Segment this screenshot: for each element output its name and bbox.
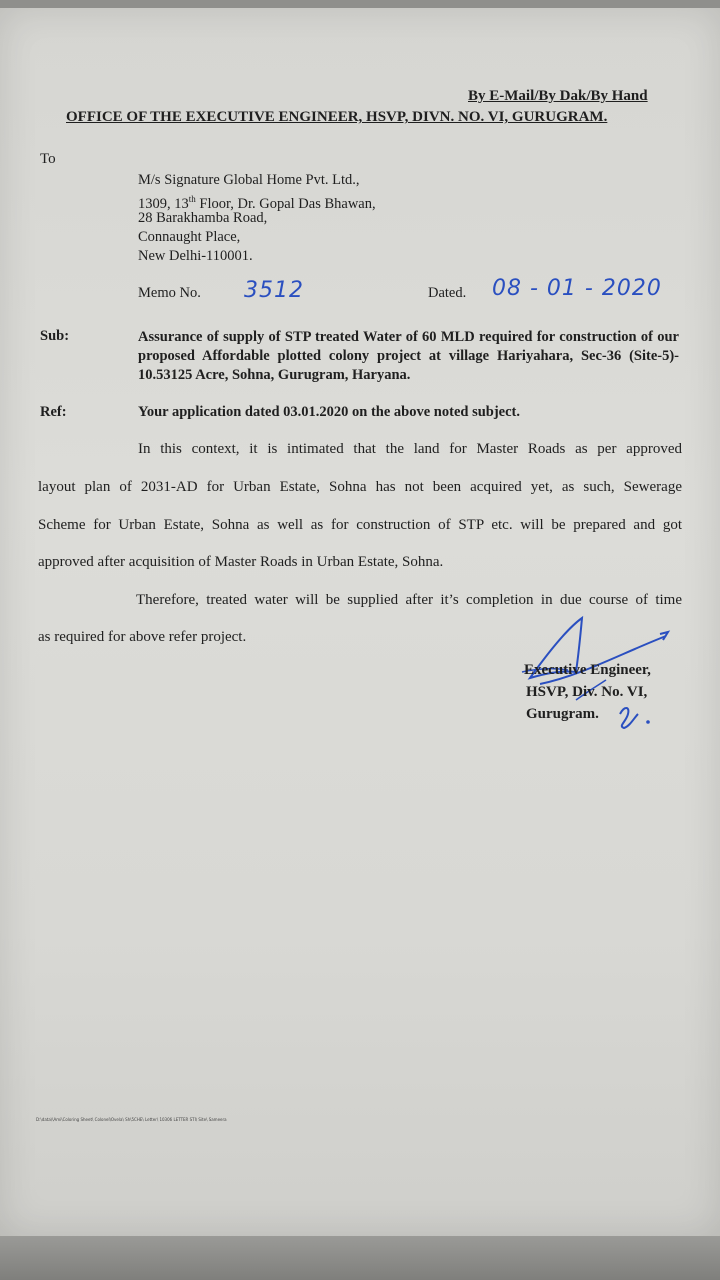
subject-text: Assurance of supply of STP treated Water of 60 MLD required for construction of our proposed Affordable plotted colony project at village Hariyahara, Sec-36 (Site-5)- 10.53125 Acre, Sohna, Gurugram, Haryana. [138,329,679,383]
to-label: To [40,151,56,167]
address-line-3: 28 Barakhamba Road, [138,210,268,226]
address-line-1: M/s Signature Global Home Pvt. Ltd., [138,172,360,188]
body-p1-line-2: layout plan of 2031-AD for Urban Estate, Sohna has not been acquired yet, as such, Sewerage [38,479,682,495]
signatory-place: Gurugram. [526,706,599,722]
subject-label: Sub: [40,328,70,344]
signatory-office: HSVP, Div. No. VI, [526,684,648,700]
memo-date-handwritten: 08 - 01 - 2020 [492,276,662,301]
reference-text: Your application dated 03.01.2020 on the above noted subject. [138,404,520,420]
letter-page [0,8,720,1236]
body-p1-line-3: Scheme for Urban Estate, Sohna as well as for construction of STP etc. will be prepared and got [38,517,682,533]
footer-file-path: D:\data\\Ami\Coloring Sheet\ Colonel\Ovela\ Sh\5CHE\ Letter\ 10306 LETTER STI\ Site\ Sameera [36,1117,227,1122]
memo-number-handwritten: 3512 [244,278,304,303]
office-heading: OFFICE OF THE EXECUTIVE ENGINEER, HSVP, DIVN. NO. VI, GURUGRAM. [66,109,608,125]
dated-label: Dated. [428,285,467,301]
body-p1-line-1: In this context, it is intimated that the land for Master Roads as per approved [138,441,682,457]
address-line-2: 1309, 13th Floor, Dr. Gopal Das Bhawan, [138,194,376,212]
reference-label: Ref: [40,404,67,420]
delivery-mode: By E-Mail/By Dak/By Hand [468,88,648,104]
body-p1-line-4: approved after acquisition of Master Roads in Urban Estate, Sohna. [38,554,444,570]
memo-label: Memo No. [138,285,201,301]
body-p2-line-1: Therefore, treated water will be supplied after it’s completion in due course of time [136,592,682,608]
body-p2-line-2: as required for above refer project. [38,629,247,645]
desk-surface [0,1236,720,1280]
address-line-4: Connaught Place, [138,229,241,245]
address-line-5: New Delhi-110001. [138,248,253,264]
signatory-title: Executive Engineer, [524,662,651,678]
